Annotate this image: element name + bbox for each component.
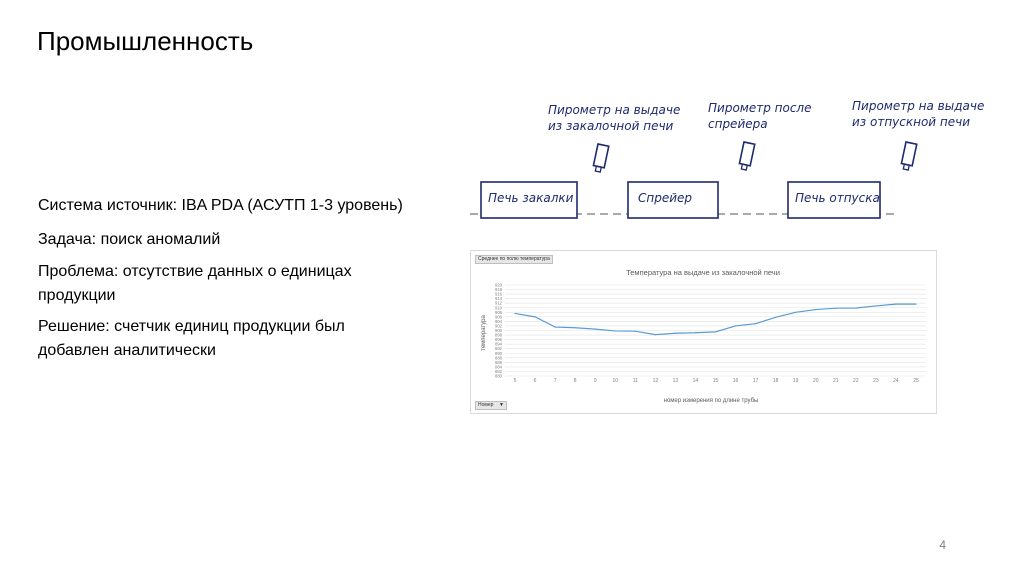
chart-title: Температура на выдаче из закалочной печи: [626, 268, 780, 277]
data-point: [695, 332, 696, 333]
filter-icon[interactable]: ▼: [499, 402, 504, 408]
x-tick-label: 14: [692, 378, 699, 384]
bullet-task: Задача: поиск аномалий: [38, 231, 221, 248]
x-tick-label: 12: [652, 378, 659, 384]
x-tick-label: 23: [873, 378, 879, 384]
data-point: [555, 326, 556, 327]
pyrometer-sensor-icon: [592, 144, 608, 173]
y-axis-label: температура: [481, 315, 487, 351]
sprayer-label: Спрейер: [638, 191, 693, 205]
pyrometer-sensor-icon: [738, 142, 754, 171]
y-tick-label: 884: [495, 364, 502, 370]
x-tick-label: 7: [553, 378, 557, 384]
data-point: [755, 323, 756, 324]
bullet-solution: Решение: счетчик единиц продукции был добавлен аналитически: [38, 318, 345, 359]
y-tick-label: 908: [495, 309, 502, 315]
temper-furnace-label: Печь отпуска: [795, 191, 880, 205]
data-point: [715, 331, 716, 332]
y-tick-label: 914: [495, 296, 502, 302]
data-point: [735, 325, 736, 326]
y-tick-label: 882: [495, 368, 502, 374]
x-tick-label: 11: [632, 378, 638, 384]
y-tick-label: 918: [495, 287, 502, 293]
y-tick-label: 886: [495, 359, 502, 365]
temperature-chart: [470, 250, 937, 414]
x-tick-label: 20: [812, 378, 819, 384]
y-tick-label: 916: [495, 291, 502, 297]
y-tick-label: 912: [495, 300, 502, 306]
x-tick-label: 15: [712, 378, 719, 384]
pivot-field-chip-value[interactable]: Среднее по полю температура: [475, 255, 553, 264]
data-point: [615, 330, 616, 331]
data-point: [655, 334, 656, 335]
data-point: [795, 312, 796, 313]
data-point: [875, 305, 876, 306]
x-tick-label: 16: [732, 378, 739, 384]
x-tick-label: 17: [752, 378, 759, 384]
x-tick-label: 19: [792, 378, 799, 384]
y-tick-label: 892: [495, 346, 502, 352]
pyrometer-label-3: Пирометр на выдаче из отпускной печи: [852, 99, 985, 129]
y-tick-label: 890: [495, 350, 502, 356]
x-tick-label: 18: [772, 378, 779, 384]
x-tick-label: 24: [893, 378, 899, 384]
x-tick-label: 25: [913, 378, 919, 384]
chart-canvas: [471, 251, 936, 413]
slide-title: Промышленность: [37, 26, 254, 56]
bullet-source-system: Система источник: IBA PDA (АСУТП 1-3 уровень): [38, 197, 403, 214]
data-point: [595, 329, 596, 330]
page-number: 4: [939, 538, 946, 552]
pyrometer-label-1: Пирометр на выдаче из закалочной печи: [548, 103, 681, 133]
y-tick-label: 898: [495, 332, 502, 338]
pivot-field-chip-number[interactable]: Номер ▼: [475, 401, 507, 410]
x-tick-label: 5: [513, 378, 517, 384]
pyrometer-sensor-icon: [900, 142, 916, 171]
y-tick-label: 910: [495, 305, 502, 311]
y-tick-label: 900: [495, 328, 502, 333]
data-point: [855, 307, 856, 308]
data-point: [815, 309, 816, 310]
data-point: [514, 313, 515, 314]
data-point: [534, 316, 535, 317]
x-tick-label: 22: [853, 378, 859, 384]
y-tick-label: 888: [495, 355, 502, 361]
x-tick-label: 6: [533, 378, 537, 384]
data-point: [675, 333, 676, 334]
x-tick-label: 8: [573, 378, 577, 384]
y-tick-label: 896: [495, 337, 502, 343]
data-point: [835, 308, 836, 309]
y-tick-label: 902: [495, 323, 502, 329]
y-tick-label: 904: [495, 318, 502, 324]
y-tick-label: 906: [495, 314, 502, 320]
process-scheme: [470, 92, 985, 232]
data-point: [635, 331, 636, 332]
x-tick-label: 10: [612, 378, 619, 384]
data-point: [575, 327, 576, 328]
series-line: [515, 304, 916, 334]
x-axis-label: номер измерения по длине трубы: [663, 398, 759, 404]
y-tick-label: 894: [495, 341, 502, 347]
quench-furnace-label: Печь закалки: [488, 191, 574, 205]
data-point: [895, 304, 896, 305]
x-tick-label: 21: [833, 378, 839, 384]
data-point: [775, 317, 776, 318]
y-tick-label: 880: [495, 373, 502, 379]
x-tick-label: 13: [672, 378, 679, 384]
x-tick-label: 9: [593, 378, 597, 384]
data-point: [915, 304, 916, 305]
pyrometer-label-2: Пирометр после спрейера: [708, 101, 812, 131]
bullet-problem: Проблема: отсутствие данных о единицах продукции: [38, 263, 352, 304]
y-tick-label: 920: [495, 282, 502, 288]
